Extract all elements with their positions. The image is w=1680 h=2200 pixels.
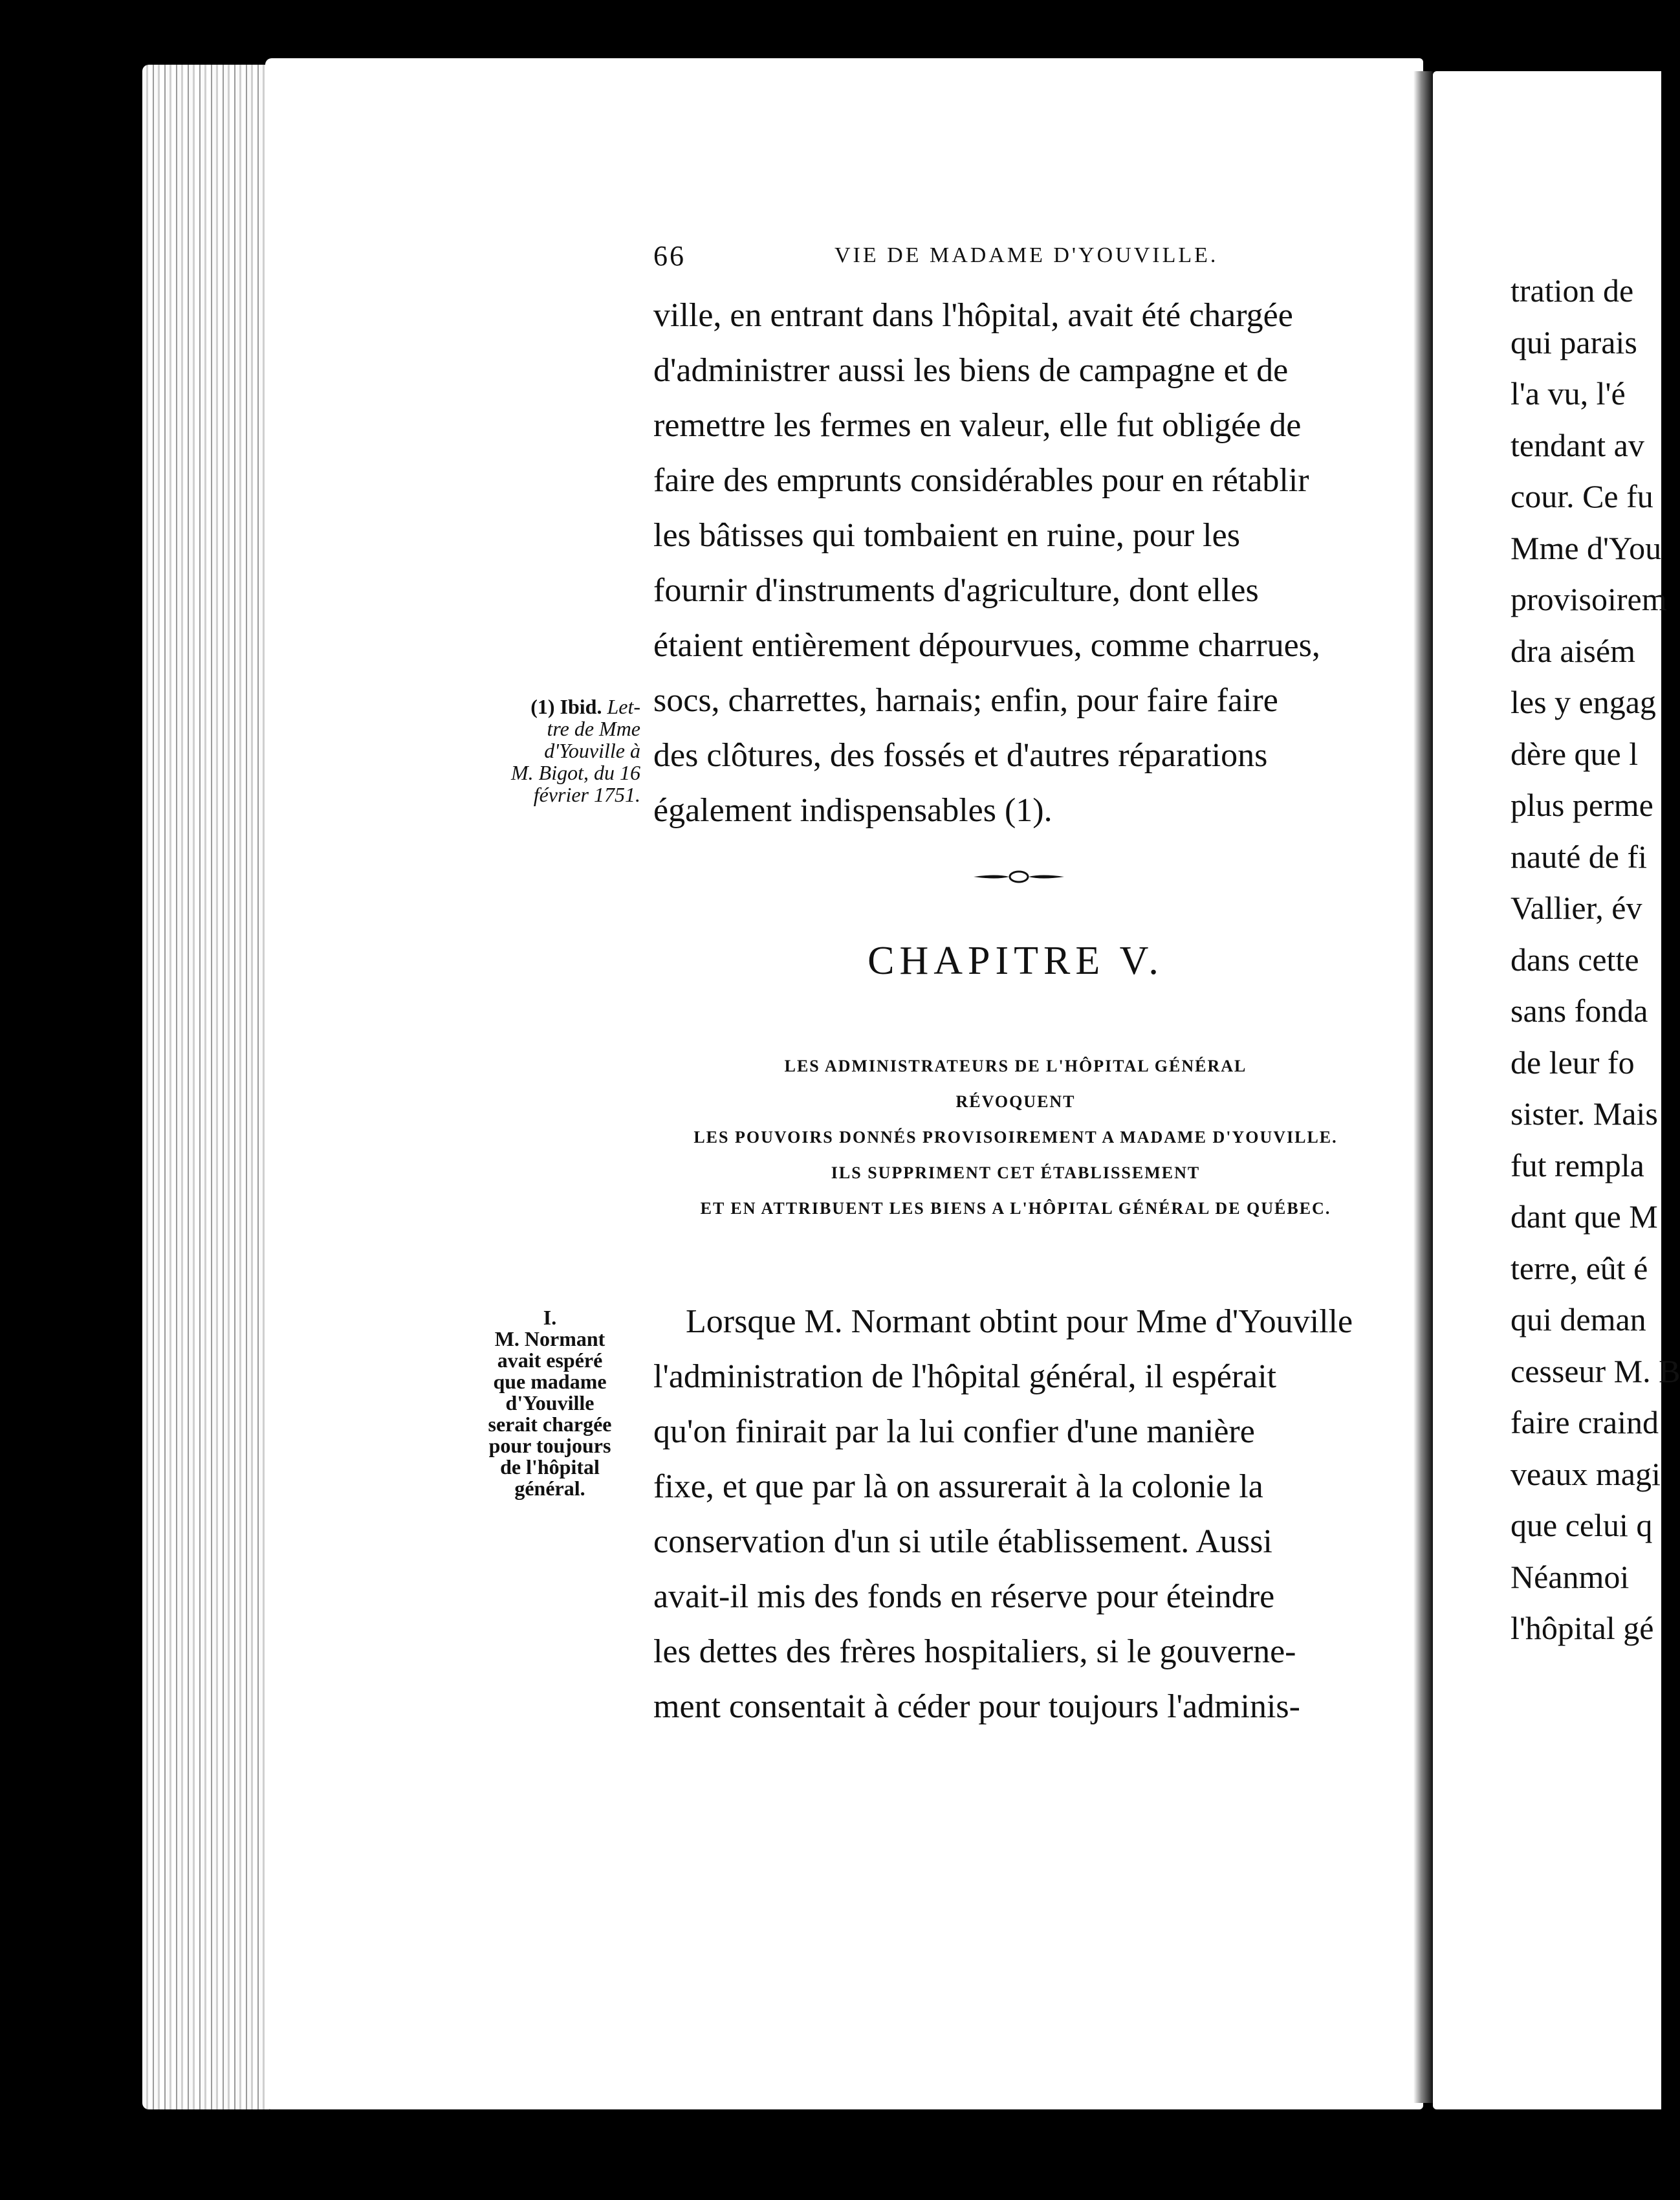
summary-line: ET EN ATTRIBUENT LES BIENS A L'HÔPITAL GÉNÉRAL DE QUÉBEC. (700, 1199, 1331, 1218)
footnote-text: d'Youville à (544, 739, 640, 762)
body-text-top (653, 288, 1378, 838)
text-line: terre, eût é (1511, 1249, 1648, 1286)
right-page-text (1511, 265, 1680, 1655)
text-line: faire des emprunts considérables pour en rétablir (653, 462, 1309, 499)
running-head-title: VIE DE MADAME D'YOUVILLE. (835, 243, 1219, 267)
text-line: Vallier, év (1511, 890, 1642, 926)
summary-line: ILS SUPPRIMENT CET ÉTABLISSEMENT (831, 1163, 1201, 1182)
book-gutter (1413, 71, 1433, 2103)
footnote-text: tre de Mme (547, 717, 640, 740)
text-line: fut rempla (1511, 1147, 1644, 1183)
chapter-title: CHAPITRE V. (867, 939, 1164, 983)
footnote-text: Let- (607, 695, 640, 718)
summary-line: RÉVOQUENT (955, 1092, 1076, 1111)
side-note-line: avait espéré (497, 1348, 603, 1372)
text-line: de leur fo (1511, 1044, 1635, 1081)
text-line: également indispensables (1). (653, 792, 1053, 829)
text-line: l'administration de l'hôpital général, il espérait (653, 1358, 1277, 1395)
body-text-bottom (653, 1294, 1378, 1734)
text-line: ville, en entrant dans l'hôpital, avait été chargée (653, 297, 1293, 334)
page-number: 66 (653, 240, 686, 272)
text-line: des clôtures, des fossés et d'autres réparations (653, 737, 1268, 774)
side-note-number: I. (543, 1306, 557, 1329)
text-line: d'administrer aussi les biens de campagne et de (653, 352, 1289, 389)
text-line: remettre les fermes en valeur, elle fut obligée de (653, 407, 1302, 444)
text-line: tration de (1511, 272, 1634, 309)
footnote-ref: (1) Ibid. (530, 695, 602, 718)
text-line: que celui q (1511, 1507, 1653, 1543)
text-line: les dettes des frères hospitaliers, si le gouverne- (653, 1633, 1296, 1670)
footnote-margin-note (459, 696, 640, 806)
text-line: ment consentait à céder pour toujours l'adminis- (653, 1688, 1300, 1725)
summary-line: LES ADMINISTRATEURS DE L'HÔPITAL GÉNÉRAL (784, 1057, 1247, 1075)
side-note-line: serait chargée (488, 1413, 612, 1436)
summary-line: LES POUVOIRS DONNÉS PROVISOIREMENT A MADAME D'YOUVILLE. (693, 1128, 1338, 1147)
book-fore-edge (142, 65, 272, 2109)
text-line: Néanmoi (1511, 1558, 1630, 1595)
text-line: plus perme (1511, 787, 1653, 823)
footnote-text: M. Bigot, du 16 (511, 761, 640, 784)
side-note-line: pour toujours (488, 1434, 611, 1457)
text-line: étaient entièrement dépourvues, comme charrues, (653, 627, 1320, 664)
text-line: dans cette (1511, 941, 1639, 978)
chapter-summary (653, 1048, 1378, 1226)
side-note-line: d'Youville (505, 1391, 595, 1414)
text-line: l'hôpital gé (1511, 1610, 1654, 1646)
text-line: qui parais (1511, 324, 1637, 360)
text-line: sister. Mais (1511, 1095, 1658, 1132)
side-note-line: de l'hôpital (500, 1455, 600, 1479)
text-line: sans fonda (1511, 993, 1648, 1029)
text-line: tendant av (1511, 426, 1644, 463)
ornament-divider-icon (970, 867, 1067, 886)
text-line: qu'on finirait par la lui confier d'une manière (653, 1413, 1255, 1450)
text-line: fixe, et que par là on assurerait à la colonie la (653, 1468, 1263, 1505)
side-note (459, 1307, 640, 1499)
text-line: faire craind (1511, 1404, 1659, 1440)
text-line: l'a vu, l'é (1511, 375, 1626, 412)
text-line: avait-il mis des fonds en réserve pour éteindre (653, 1578, 1275, 1615)
footnote-text: février 1751. (533, 783, 640, 806)
side-note-line: que madame (493, 1370, 607, 1393)
text-line: socs, charrettes, harnais; enfin, pour faire faire (653, 682, 1278, 719)
text-line: dère que l (1511, 735, 1639, 772)
text-line: veaux magi (1511, 1455, 1661, 1492)
text-line: qui deman (1511, 1301, 1646, 1337)
side-note-line: général. (514, 1477, 585, 1500)
text-line: les bâtisses qui tombaient en ruine, pour les (653, 517, 1240, 554)
text-line: cour. Ce fu (1511, 478, 1653, 514)
text-line: fournir d'instruments d'agriculture, dont elles (653, 572, 1259, 609)
text-line: les y engag (1511, 684, 1656, 720)
text-line: provisoirem (1511, 581, 1667, 617)
text-line: Lorsque M. Normant obtint pour Mme d'Youville (686, 1303, 1353, 1340)
text-line: conservation d'un si utile établissement. Aussi (653, 1523, 1272, 1560)
text-line: nauté de fi (1511, 838, 1648, 875)
text-line: dra aisém (1511, 632, 1635, 669)
side-note-line: M. Normant (494, 1327, 605, 1350)
running-head (653, 239, 1378, 278)
text-line: cesseur M. B (1511, 1352, 1680, 1389)
text-line: dant que M (1511, 1198, 1658, 1235)
text-line: Mme d'You (1511, 529, 1662, 566)
